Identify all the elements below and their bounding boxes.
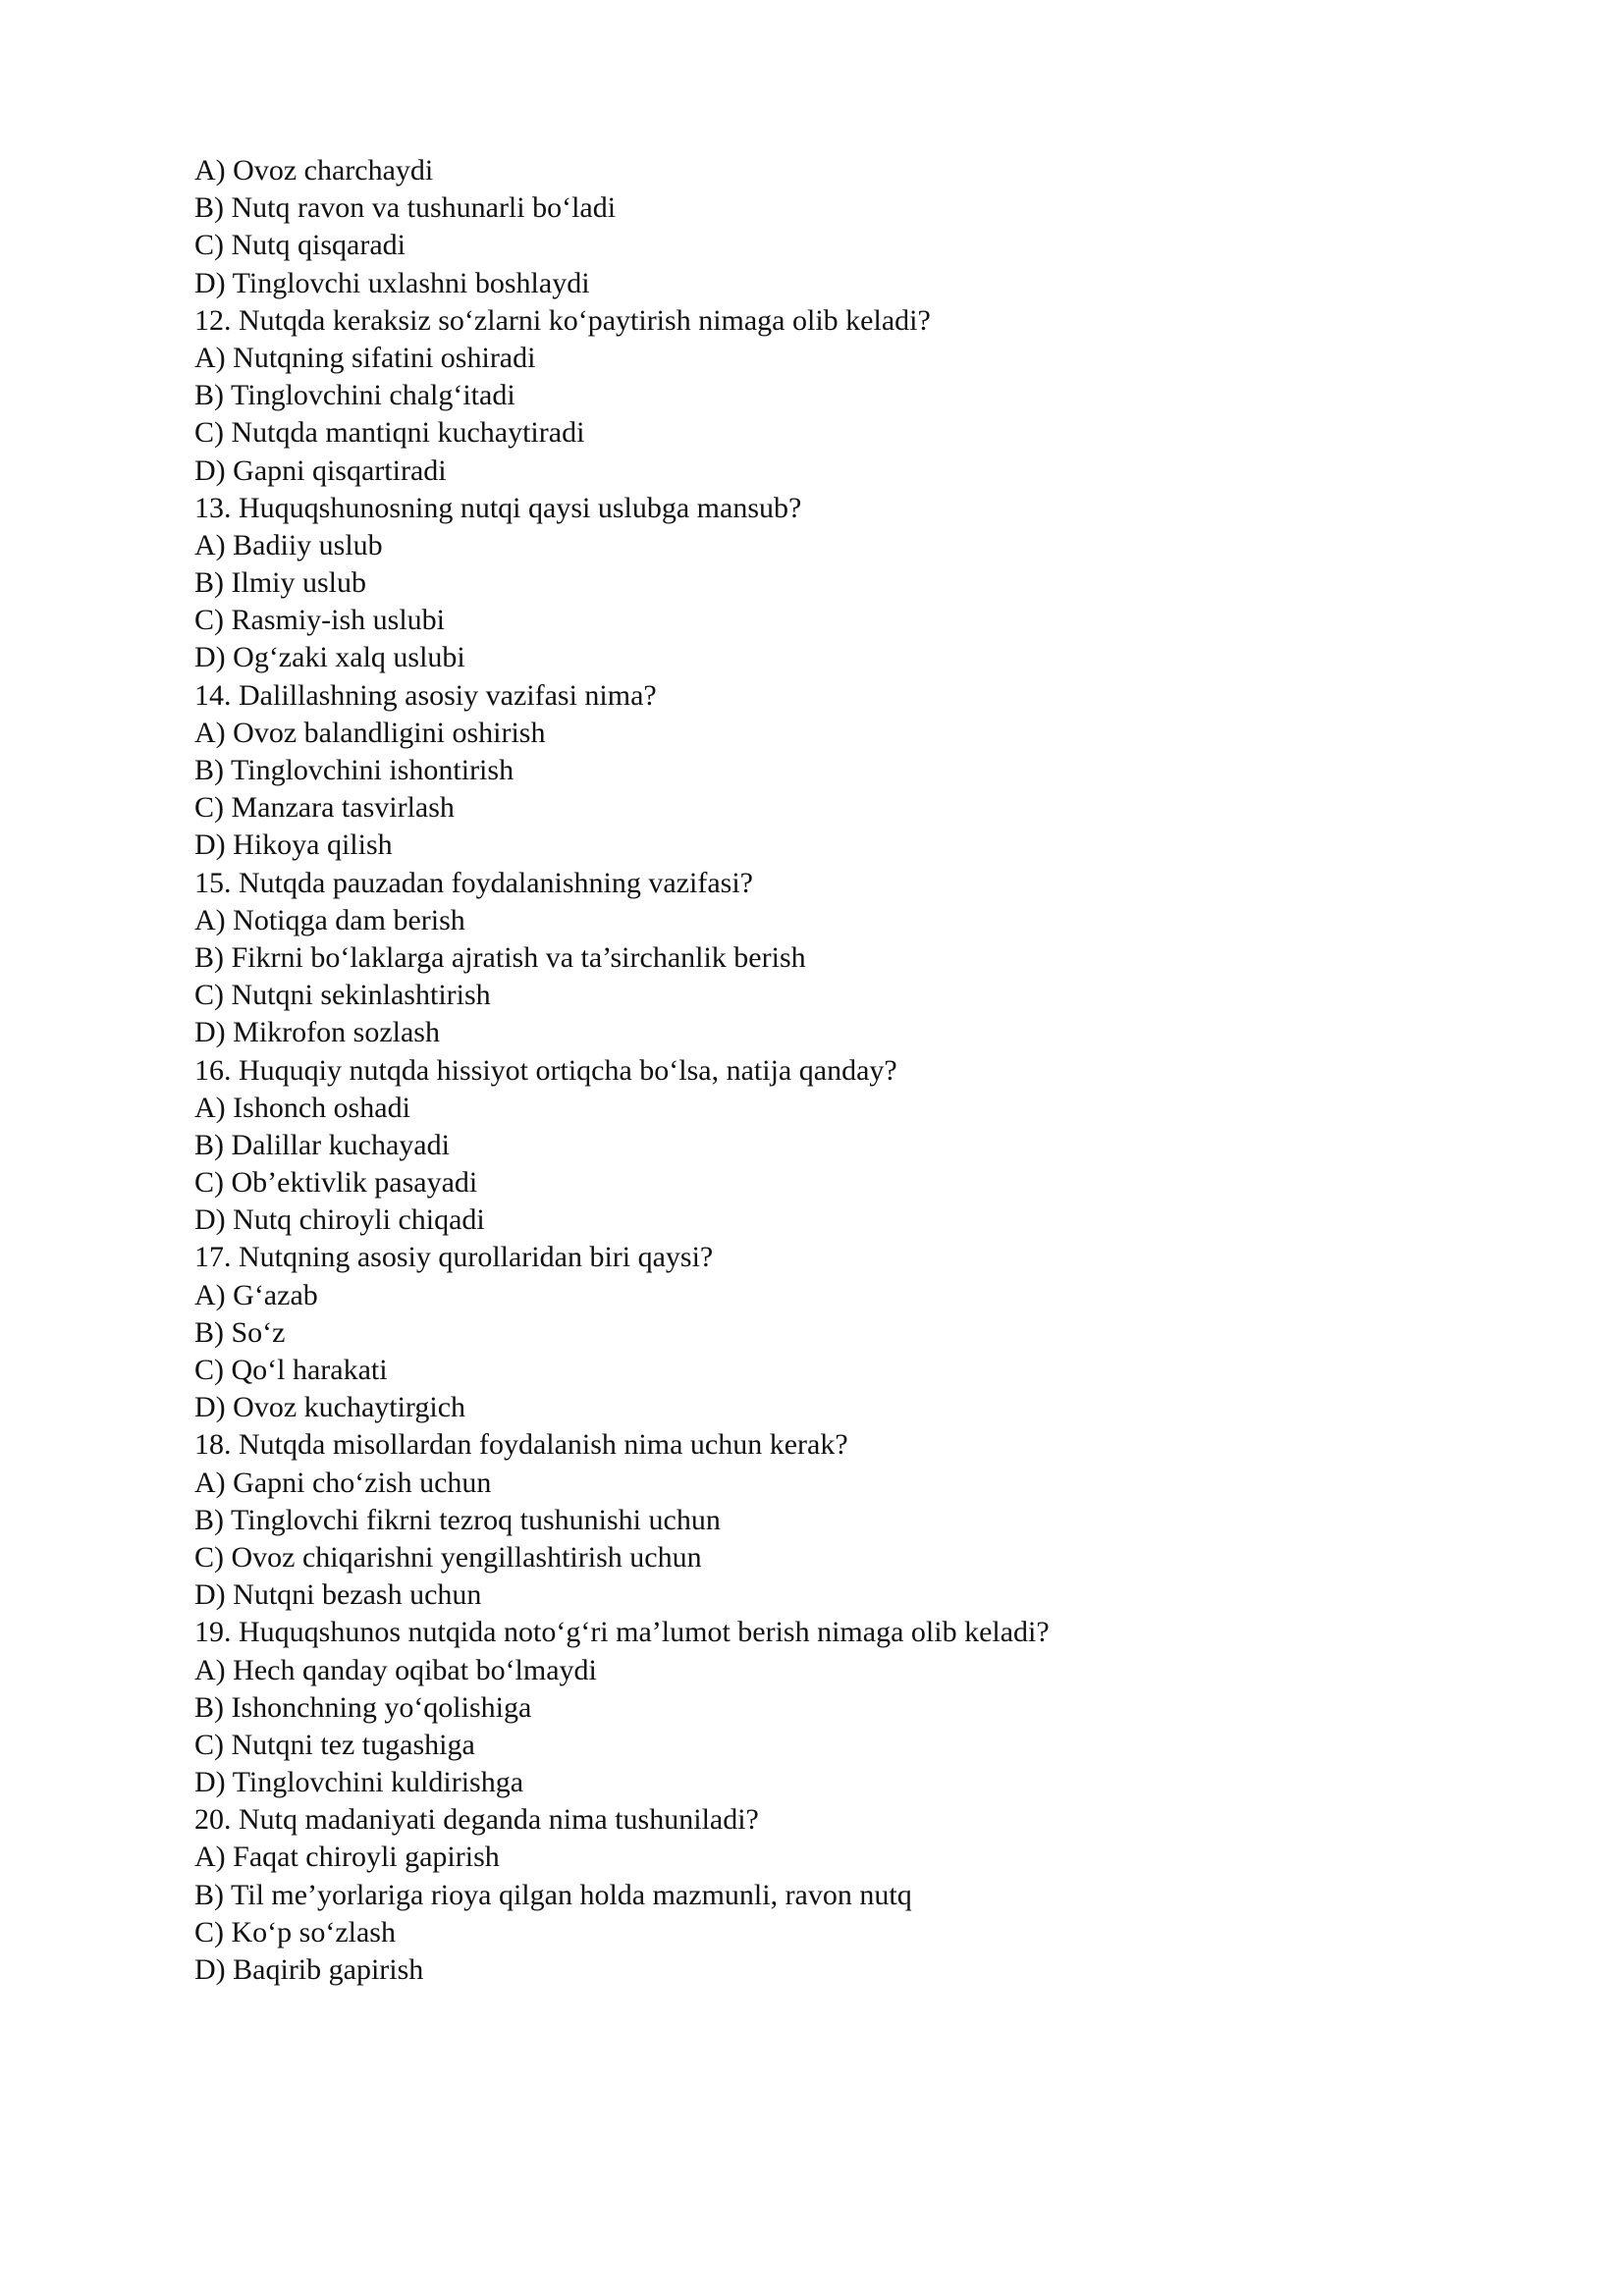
question-20: 20. Nutq madaniyati deganda nima tushuniladi? <box>194 1803 759 1837</box>
question-17-option-c: C) Qo‘l harakati <box>194 1354 388 1386</box>
question-19-option-d: D) Tinglovchini kuldirishga <box>194 1766 524 1799</box>
question-15-option-a: A) Notiqga dam berish <box>194 903 465 936</box>
question-17-option-d: D) Ovoz kuchaytirgich <box>194 1391 466 1424</box>
question-19-option-b: B) Ishonchning yo‘qolishiga <box>194 1690 532 1724</box>
question-18-option-b: B) Tinglovchi fikrni tezroq tushunishi uchun <box>194 1503 721 1536</box>
question-18-option-c: C) Ovoz chiqarishni yengillashtirish uchun <box>194 1540 702 1574</box>
question-19-option-a: A) Hech qanday oqibat bo‘lmaydi <box>194 1653 597 1686</box>
question-12: 12. Nutqda keraksiz so‘zlarni ko‘paytirish nimaga olib keladi? <box>194 303 931 337</box>
question-20-option-d: D) Baqirib gapirish <box>194 1953 424 1986</box>
question-15-option-b: B) Fikrni bo‘laklarga ajratish va ta’sirchanlik berish <box>194 940 806 974</box>
answer-option-d: D) Tinglovchi uxlashni boshlaydi <box>194 266 590 299</box>
question-18-option-d: D) Nutqni bezash uchun <box>194 1578 482 1612</box>
question-12-option-a: A) Nutqning sifatini oshiradi <box>194 341 536 374</box>
question-14: 14. Dalillashning asosiy vazifasi nima? <box>194 678 657 712</box>
question-19: 19. Huquqshunos nutqida noto‘g‘ri ma’lumot berish nimaga olib keladi? <box>194 1616 1050 1649</box>
question-17-option-a: A) G‘azab <box>194 1278 318 1311</box>
question-16-option-b: B) Dalillar kuchayadi <box>194 1128 450 1161</box>
question-13-option-a: A) Badiiy uslub <box>194 528 383 561</box>
question-16-option-a: A) Ishonch oshadi <box>194 1091 410 1124</box>
answer-option-a: A) Ovoz charchaydi <box>194 154 434 187</box>
question-15-option-c: C) Nutqni sekinlashtirish <box>194 979 491 1012</box>
question-13-option-d: D) Og‘zaki xalq uslubi <box>194 641 465 674</box>
question-13-option-c: C) Rasmiy-ish uslubi <box>194 604 446 637</box>
question-13: 13. Huquqshunosning nutqi qaysi uslubga mansub? <box>194 491 802 524</box>
question-14-option-c: C) Manzara tasvirlash <box>194 791 455 825</box>
answer-option-b: B) Nutq ravon va tushunarli bo‘ladi <box>194 191 617 225</box>
question-20-option-a: A) Faqat chiroyli gapirish <box>194 1841 500 1874</box>
question-18-option-a: A) Gapni cho‘zish uchun <box>194 1466 492 1499</box>
question-13-option-b: B) Ilmiy uslub <box>194 566 367 600</box>
question-14-option-a: A) Ovoz balandligini oshirish <box>194 716 546 749</box>
question-15-option-d: D) Mikrofon sozlash <box>194 1016 440 1049</box>
question-15: 15. Nutqda pauzadan foydalanishning vazifasi? <box>194 866 753 899</box>
document-body <box>194 152 1432 1989</box>
question-14-option-b: B) Tinglovchini ishontirish <box>194 754 514 786</box>
question-12-option-c: C) Nutqda mantiqni kuchaytiradi <box>194 416 585 450</box>
question-16: 16. Huquqiy nutqda hissiyot ortiqcha bo‘lsa, natija qanday? <box>194 1053 897 1087</box>
question-12-option-d: D) Gapni qisqartiradi <box>194 454 447 487</box>
question-17-option-b: B) So‘z <box>194 1315 286 1349</box>
question-20-option-b: B) Til me’yorlariga rioya qilgan holda mazmunli, ravon nutq <box>194 1878 912 1911</box>
question-16-option-d: D) Nutq chiroyli chiqadi <box>194 1203 485 1237</box>
answer-option-c: C) Nutq qisqaradi <box>194 229 406 262</box>
question-19-option-c: C) Nutqni tez tugashiga <box>194 1728 475 1761</box>
question-18: 18. Nutqda misollardan foydalanish nima uchun kerak? <box>194 1428 848 1462</box>
question-14-option-d: D) Hikoya qilish <box>194 828 393 862</box>
question-16-option-c: C) Ob’ektivlik pasayadi <box>194 1166 478 1200</box>
question-12-option-b: B) Tinglovchini chalg‘itadi <box>194 379 515 412</box>
question-20-option-c: C) Ko‘p so‘zlash <box>194 1915 396 1949</box>
question-17: 17. Nutqning asosiy qurollaridan biri qaysi? <box>194 1241 714 1274</box>
